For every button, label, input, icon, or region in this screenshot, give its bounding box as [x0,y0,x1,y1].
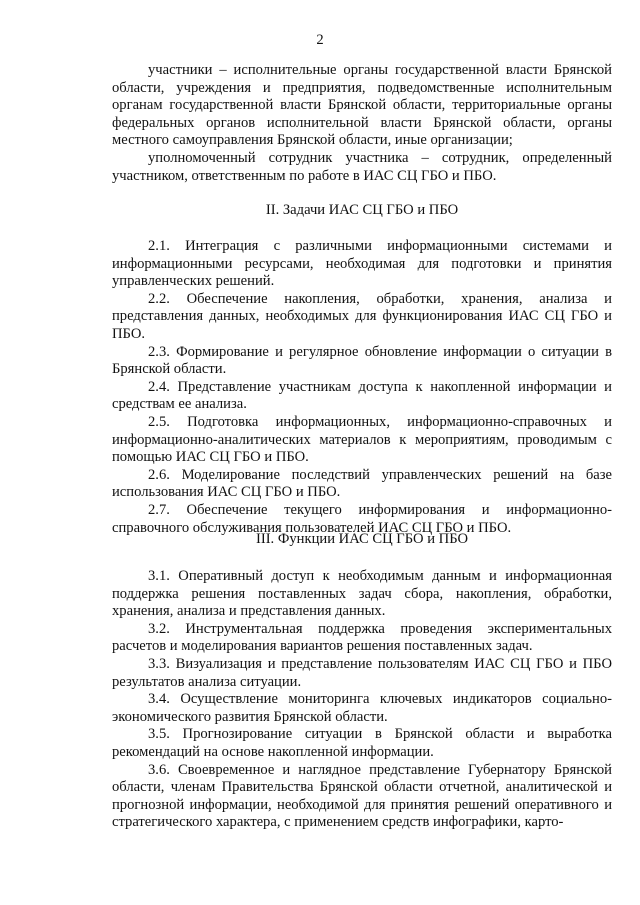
section-3-heading: III. Функции ИАС СЦ ГБО и ПБО [255,531,469,547]
intro-block [112,62,612,185]
section-2-heading: II. Задачи ИАС СЦ ГБО и ПБО [265,202,459,218]
page-number: 2 [316,32,324,48]
section-3-item: 3.2. Инструментальная поддержка проведения экспериментальных расчетов и моделирования вариантов решения поставленных задач. [112,620,612,655]
section-2-item: 2.6. Моделирование последствий управленческих решений на базе использования ИАС СЦ ГБО и ПБО. [112,466,612,501]
section-3-item: 3.5. Прогнозирование ситуации в Брянской области и выработка рекомендаций на основе накопленной информации. [112,726,612,760]
section-2-item: 2.3. Формирование и регулярное обновление информации о ситуации в Брянской области. [112,343,612,378]
section-3-item: 3.1. Оперативный доступ к необходимым данным и информационная поддержка решения поставленных задач сбора, накопления, обработки, хранения, анализа и представления данных. [112,568,612,620]
intro-paragraph-authorized-employee: уполномоченный сотрудник участника – сотрудник, определенный участником, ответственным по работе в ИАС СЦ ГБО и ПБО. [112,149,612,184]
section-2-item: 2.4. Представление участникам доступа к накопленной информации и средствам ее анализа. [112,378,612,413]
section-2-item: 2.5. Подготовка информационных, информационно-справочных и информационно-аналитических материалов к мероприятиям, проводимым с помощью ИАС СЦ ГБО и ПБО. [112,413,612,466]
section-2-item: 2.7. Обеспечение текущего информирования и информационно-справочного обслуживания пользователей ИАС СЦ ГБО и ПБО. [112,501,612,536]
intro-paragraph-participants: участники – исполнительные органы государственной власти Брянской области, учреждения и предприятия, подведомственные исполнительным органам государственной власти Брянской области, территориальные органы федеральных органов исполнительной власти Брянской области, органы местного самоуправления Брянской области, иные организации; [112,62,612,149]
section-2-body [112,238,612,537]
section-3-item: 3.3. Визуализация и представление пользователям ИАС СЦ ГБО и ПБО результатов анализа ситуации. [112,655,612,690]
section-3-body [112,568,612,832]
section-3-item: 3.4. Осуществление мониторинга ключевых индикаторов социально-экономического развития Брянской области. [112,691,612,725]
section-3-item: 3.6. Своевременное и наглядное представление Губернатору Брянской области, членам Правительства Брянской области отчетной, аналитической и прогнозной информации, необходимой для принятия решений оперативного и стратегического характера, с применением средств инфографики, карто- [112,761,612,831]
section-2-item: 2.1. Интеграция с различными информационными системами и информационными ресурсами, необходимая для подготовки и принятия управленческих решений. [112,238,612,290]
section-2-item: 2.2. Обеспечение накопления, обработки, хранения, анализа и представления данных, необходимых для функционирования ИАС СЦ ГБО и ПБО. [112,290,612,342]
